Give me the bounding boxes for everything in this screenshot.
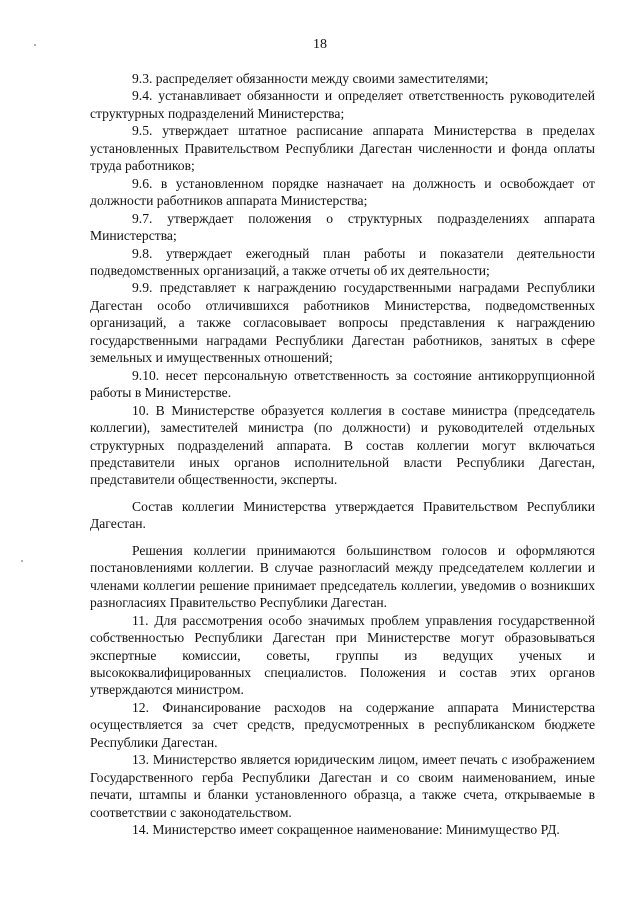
paragraph-9-7: 9.7. утверждает положения о структурных подразделениях аппарата Министерства;	[90, 210, 595, 244]
paragraph-10-decisions: Решения коллегии принимаются большинством голосов и оформляются постановлениями коллегии. В случае разногласий между председателем коллегии и членами коллегии решение принимает председатель коллегии, уведомив о возникших разногласиях Правительство Республики Дагестан.	[90, 542, 595, 611]
paragraph-12: 12. Финансирование расходов на содержание аппарата Министерства осуществляется за счет средств, предусмотренных в республиканском бюджете Республики Дагестан.	[90, 699, 595, 750]
paragraph-9-8: 9.8. утверждает ежегодный план работы и показатели деятельности подведомственных организаций, а также отчеты об их деятельности;	[90, 245, 595, 278]
scan-speck	[21, 560, 23, 562]
paragraph-9-5: 9.5. утверждает штатное расписание аппарата Министерства в пределах установленных Правительством Республики Дагестан численности и фонда оплаты труда работников;	[90, 123, 595, 174]
document-body	[90, 70, 595, 838]
paragraph-9-4: 9.4. устанавливает обязанности и определяет ответственность руководителей структурных подразделений Министерства;	[90, 88, 595, 121]
page-number: 18	[313, 37, 327, 52]
paragraph-11: 11. Для рассмотрения особо значимых проблем управления государственной собственностью Республики Дагестан при Министерстве могут образовываться экспертные комиссии, советы, группы из ведущих ученых и высококвалифицированных специалистов. Положения и состав этих органов утверждаются министром.	[90, 612, 595, 698]
paragraph-13: 13. Министерство является юридическим лицом, имеет печать с изображением Государственного герба Республики Дагестан и со своим наименованием, иные печати, штампы и бланки установленного образца, а также счета, открываемые в соответствии с законодательством.	[90, 752, 595, 820]
paragraph-9-3: 9.3. распределяет обязанности между своими заместителями;	[132, 71, 489, 86]
scan-speck	[34, 44, 36, 46]
paragraph-9-6: 9.6. в установленном порядке назначает на должность и освобождает от должности работников аппарата Министерства;	[90, 175, 595, 209]
paragraph-10-composition: Состав коллегии Министерства утверждается Правительством Республики Дагестан.	[90, 498, 595, 532]
paragraph-9-10: 9.10. несет персональную ответственность за состояние антикоррупционной работы в Министерстве.	[90, 367, 595, 401]
paragraph-9-9: 9.9. представляет к награждению государственными наградами Республики Дагестан особо отличившихся работников Министерства, подведомственных организаций, а также согласовывает вопросы представления к награждению государственными наградами Республики Дагестан работников, занятых в сфере земельных и имущественных отношений;	[90, 280, 595, 366]
paragraph-14: 14. Министерство имеет сокращенное наименование: Минимущество РД.	[132, 822, 560, 838]
paragraph-10: 10. В Министерстве образуется коллегия в составе министра (председатель коллегии), заместителей министра (по должности) и руководителей отдельных структурных подразделений аппарата. В состав коллегии могут включаться представители иных органов исполнительной власти Республики Дагестан, представители общественности, эксперты.	[90, 402, 595, 488]
